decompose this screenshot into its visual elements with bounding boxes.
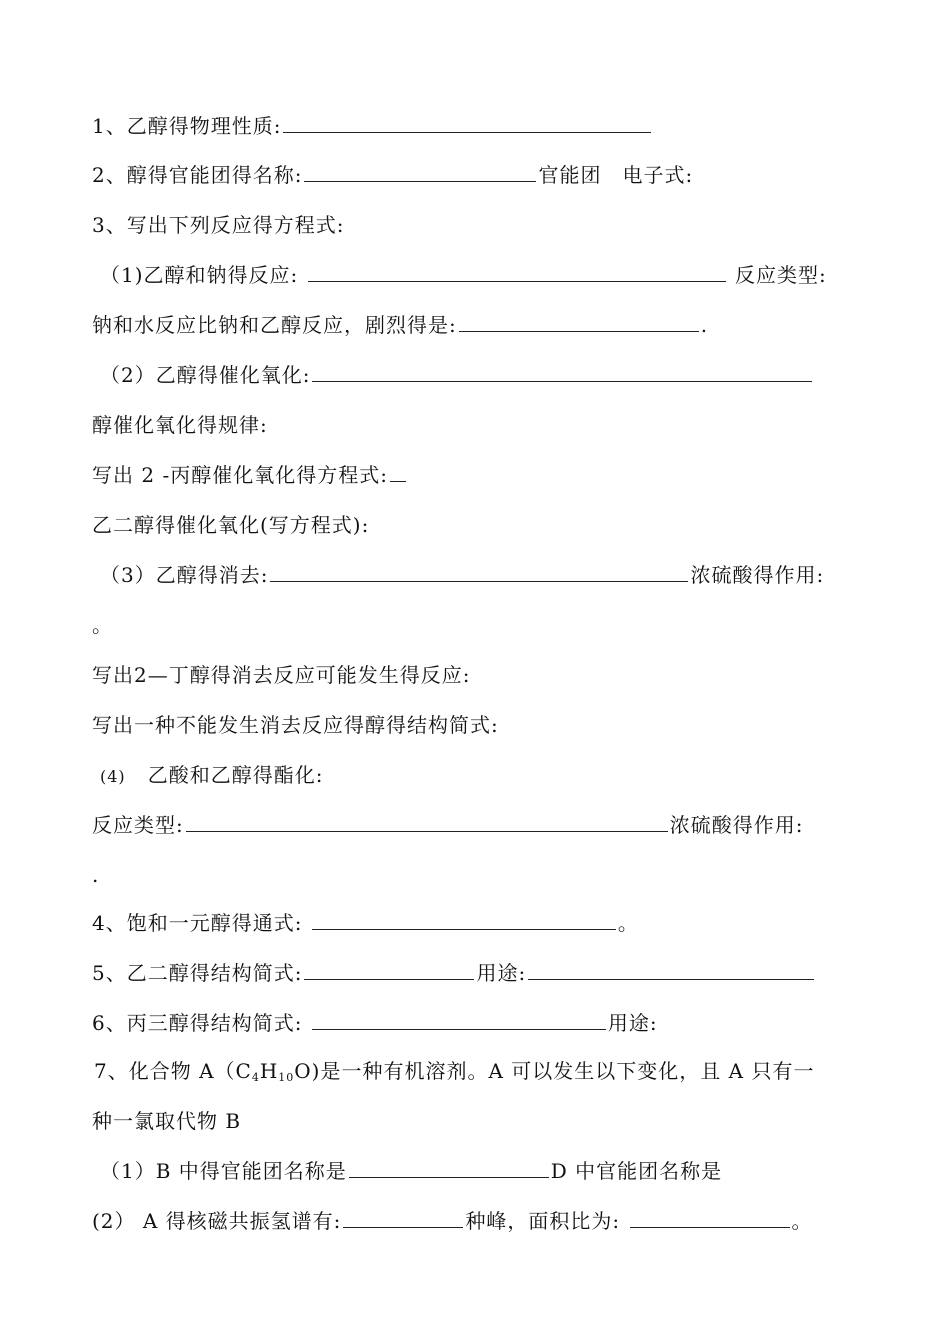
question-text: 写出 2 -丙醇催化氧化得方程式: [92,463,388,487]
question-2 [92,162,693,188]
question-3-2-glycol [92,512,369,538]
question-3-3-structure [92,712,499,738]
answer-blank[interactable] [390,463,406,482]
question-3-4 [100,762,324,790]
question-7 [94,1058,814,1091]
question-text: 种峰，面积比为: [465,1209,621,1233]
question-3-4-type [92,812,804,838]
question-text: 乙酸和乙醇得酯化: [147,763,324,787]
answer-blank[interactable] [312,911,616,930]
question-text: （1)乙醇和钠得反应: [100,263,299,287]
question-3-4-end [92,862,99,888]
question-1 [92,113,653,139]
answer-blank[interactable] [312,363,812,382]
question-7-2 [92,1208,813,1234]
question-3-1-compare [92,312,708,338]
formula-element: H [259,1059,279,1083]
question-6 [92,1010,658,1036]
question-text: （3）乙醇得消去: [100,563,269,587]
answer-blank[interactable] [459,313,699,332]
answer-blank[interactable] [283,114,651,133]
answer-blank[interactable] [312,1011,606,1030]
answer-blank[interactable] [343,1209,463,1228]
question-text: 反应类型: [734,263,827,287]
question-text: 醇催化氧化得规律: [92,413,268,437]
question-3-2-rule [92,412,268,438]
question-3-3-butanol [92,662,470,688]
question-text: 种一氯取代物 B [92,1109,242,1133]
question-text: 写出一种不能发生消去反应得醇得结构简式: [92,713,499,737]
question-7-cont [92,1108,241,1134]
question-3-3 [100,562,824,588]
question-3-3-end [92,612,113,638]
answer-blank[interactable] [630,1209,790,1228]
question-text: 乙二醇得催化氧化(写方程式): [92,513,370,537]
question-text: 用途: [476,961,527,985]
question-text: 6、丙三醇得结构简式: [92,1011,303,1035]
question-text: （1）B 中得官能团名称是 [100,1159,347,1183]
question-4 [92,910,639,936]
question-text: （2）乙醇得催化氧化: [100,363,311,387]
answer-blank[interactable] [304,961,474,980]
question-text: 浓硫酸得作用: [669,813,804,837]
question-3-1 [100,262,827,288]
question-text: 官能团 电子式: [538,163,694,187]
period: 。 [791,1209,813,1233]
question-text: 反应类型: [92,813,184,837]
answer-blank[interactable] [308,263,726,282]
question-text: 2、醇得官能团得名称: [92,163,303,187]
question-text: 1、乙醇得物理性质: [92,114,282,138]
question-text: 钠和水反应比钠和乙醇反应，剧烈得是: [92,313,457,337]
answer-blank[interactable] [186,813,668,832]
question-7-1 [100,1158,722,1184]
question-3-2 [100,362,814,388]
answer-blank[interactable] [304,163,536,182]
question-text: 4、饱和一元醇得通式: [92,911,303,935]
question-number: (4) [100,767,126,786]
question-text: 浓硫酸得作用: [690,563,825,587]
period: . [700,313,709,337]
question-text: 写出2—丁醇得消去反应可能发生得反应: [92,663,471,687]
subscript: 4 [251,1071,260,1084]
question-text: O)是一种有机溶剂。A 可以发生以下变化，且 A 只有一 [294,1059,815,1083]
answer-blank[interactable] [349,1159,549,1178]
question-text: 7、化合物 A（C [94,1059,252,1083]
question-text: 5、乙二醇得结构简式: [92,961,303,985]
period: 。 [617,911,639,935]
question-text: 3、写出下列反应得方程式: [92,213,345,237]
period: . [92,863,100,887]
period: 。 [92,613,113,637]
answer-blank[interactable] [528,961,814,980]
answer-blank[interactable] [270,563,688,582]
question-text: 用途: [607,1011,658,1035]
question-text: D 中官能团名称是 [550,1159,723,1183]
subscript: 10 [278,1071,295,1084]
question-5 [92,960,816,986]
question-3 [92,212,344,238]
question-3-2-propanol [92,462,408,488]
question-text: (2） A 得核磁共振氢谱有: [92,1209,342,1233]
